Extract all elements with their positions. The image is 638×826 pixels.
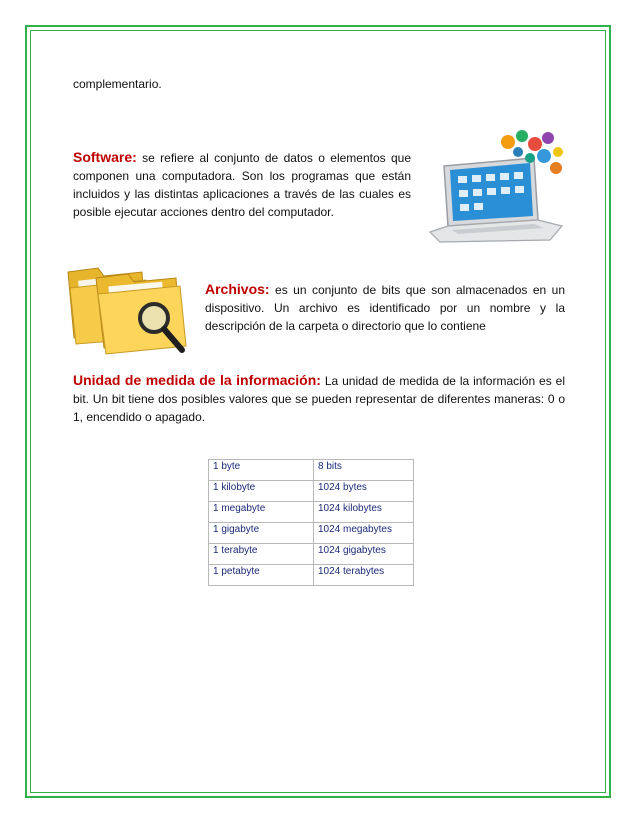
- paragraph-complementario: complementario.: [73, 77, 162, 91]
- body-archivos: es un conjunto de bits que son almacenados en un dispositivo. Un archivo es identificado por un nombre y la descripción de la carpeta o directorio que lo contiene: [205, 283, 565, 333]
- table-row: [209, 481, 414, 502]
- table-cell-value: 1024 gigabytes: [314, 544, 414, 565]
- table-cell-unit: 1 megabyte: [209, 502, 314, 523]
- body-unidad-medida: La unidad de medida de la información es el bit. Un bit tiene dos posibles valores que se pueden representar de diferentes maneras: 0 o 1, encendido o apagado.: [73, 374, 565, 424]
- heading-archivos: Archivos:: [205, 281, 270, 297]
- heading-software: Software:: [73, 149, 137, 165]
- units-table: [208, 459, 414, 586]
- table-cell-value: 1024 kilobytes: [314, 502, 414, 523]
- table-cell-unit: 1 petabyte: [209, 565, 314, 586]
- heading-unidad-medida: Unidad de medida de la información:: [73, 372, 321, 388]
- table-row: [209, 544, 414, 565]
- table-row: [209, 502, 414, 523]
- table-cell-value: 8 bits: [314, 460, 414, 481]
- table-cell-unit: 1 kilobyte: [209, 481, 314, 502]
- paragraph-archivos: [205, 280, 565, 335]
- paragraph-software: [73, 148, 411, 221]
- table-cell-value: 1024 megabytes: [314, 523, 414, 544]
- table-cell-value: 1024 terabytes: [314, 565, 414, 586]
- table-cell-unit: 1 byte: [209, 460, 314, 481]
- table-cell-unit: 1 gigabyte: [209, 523, 314, 544]
- table-cell-value: 1024 bytes: [314, 481, 414, 502]
- table-row: [209, 460, 414, 481]
- folder-magnifier-icon: [62, 258, 192, 358]
- body-software: se refiere al conjunto de datos o elementos que componen una computadora. Son los programas que están incluidos y las distintas aplicaciones a través de las cuales es posible ejecutar acciones dentro del computador.: [73, 151, 411, 219]
- table-cell-unit: 1 terabyte: [209, 544, 314, 565]
- table-row: [209, 565, 414, 586]
- paragraph-unidad-medida: [73, 371, 565, 426]
- table-row: [209, 523, 414, 544]
- laptop-icon: [422, 128, 567, 246]
